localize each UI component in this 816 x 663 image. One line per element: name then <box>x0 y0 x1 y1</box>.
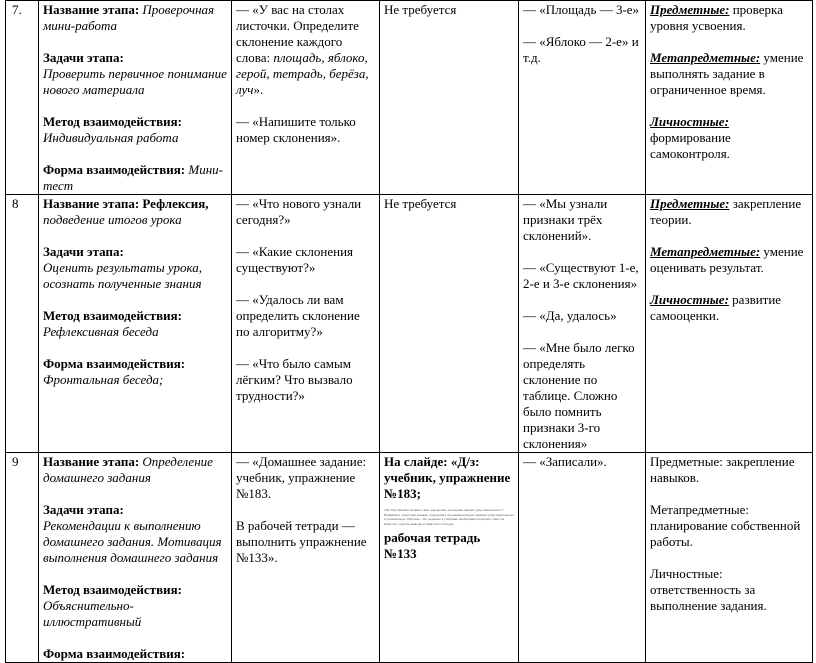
stage-name: Определение домашнего задания <box>43 454 213 485</box>
row-number: 8 <box>6 195 39 453</box>
slide-cell: На слайде: «Д/з: учебник, упражнение №183; 183. Прочитайте правило. Как определить склонение имени существительного? Выпишите существительные, определите склонение каждого имени существительного в данном виде. Образец... По заданию в учебнике необходимо поделить ответ на вопросы, сделать выводы и записать в тетрадь. рабочая тетрадь №133 <box>380 453 519 663</box>
stage-cell: Название этапа: Проверочная мини-работа Задачи этапа: Проверить первичное понимание нового материала Метод взаимодействия: Индивидуальная работа Форма взаимодействия: Мини-тест <box>39 1 232 195</box>
slide-thumbnail-text: 183. Прочитайте правило. Как определить склонение имени существительного? Выпишите существительные, определите склонение каждого имени существительного в данном виде. Образец... По заданию в учебнике необходимо поделить ответ на вопросы, сделать выводы и записать в тетрадь. <box>384 508 514 526</box>
stage-method: Рефлексивная беседа <box>43 324 159 339</box>
row-number: 7. <box>6 1 39 195</box>
stage-name: Проверочная мини-работа <box>43 2 215 33</box>
stage-cell: Название этапа: Рефлексия, подведение итогов урока Задачи этапа: Оценить результаты урока, осознать полученные знания Метод взаимодействия: Рефлексивная беседа Форма взаимодействия: Фронтальная беседа; <box>39 195 232 453</box>
stage-name: подведение итогов урока <box>43 212 182 227</box>
stage-cell: Название этапа: Определение домашнего задания Задачи этапа: Рекомендации к выполнению домашнего задания. Мотивация выполнения домашнего задания Метод взаимодействия: Объяснительно-иллюстративный Форма взаимодействия: <box>39 453 232 663</box>
stage-form: Фронтальная беседа; <box>43 372 164 387</box>
stage-tasks: Проверить первичное понимание нового материала <box>43 66 227 97</box>
stage-method: Объяснительно-иллюстративный <box>43 598 142 629</box>
results-cell: Предметные: закрепление навыков. Метапредметные: планирование собственной работы. Личностные: ответственность за выполнение задания. <box>646 453 813 663</box>
lesson-plan-table <box>5 0 813 663</box>
stage-form: Мини-тест <box>43 162 223 193</box>
stage-method: Индивидуальная работа <box>43 130 179 145</box>
stage-tasks: Оценить результаты урока, осознать полученные знания <box>43 260 202 291</box>
slide-cell: Не требуется <box>380 195 519 453</box>
slide-cell: Не требуется <box>380 1 519 195</box>
students-cell: — «Записали». <box>519 453 646 663</box>
teacher-cell: — «Домашнее задание: учебник, упражнение №183. В рабочей тетради — выполнить упражнение №133». <box>232 453 380 663</box>
stage-tasks: Рекомендации к выполнению домашнего задания. Мотивация выполнения домашнего задания <box>43 518 222 565</box>
table-row <box>6 1 813 195</box>
students-cell: — «Площадь — 3-е» — «Яблоко — 2-е» и т.д. <box>519 1 646 195</box>
teacher-cell: — «Что нового узнали сегодня?» — «Какие склонения существуют?» — «Удалось ли вам определить склонение по алгоритму?» — «Что было самым лёгким? Что вызвало трудности?» <box>232 195 380 453</box>
results-cell: Предметные: закрепление теории. Метапредметные: умение оценивать результат. Личностные: развитие самооценки. <box>646 195 813 453</box>
table-row <box>6 453 813 663</box>
teacher-cell: — «У вас на столах листочки. Определите склонение каждого слова: площадь, яблоко, герой, тетрадь, берёза, луч». — «Напишите только номер склонения». <box>232 1 380 195</box>
results-cell: Предметные: проверка уровня усвоения. Метапредметные: умение выполнять задание в ограниченное время. Личностные: формирование самоконтроля. <box>646 1 813 195</box>
students-cell: — «Мы узнали признаки трёх склонений». — «Существуют 1-е, 2-е и 3-е склонения» — «Да, удалось» — «Мне было легко определять склонение по таблице. Сложно было помнить признаки 3-го склонения» <box>519 195 646 453</box>
row-number: 9 <box>6 453 39 663</box>
table-row <box>6 195 813 453</box>
